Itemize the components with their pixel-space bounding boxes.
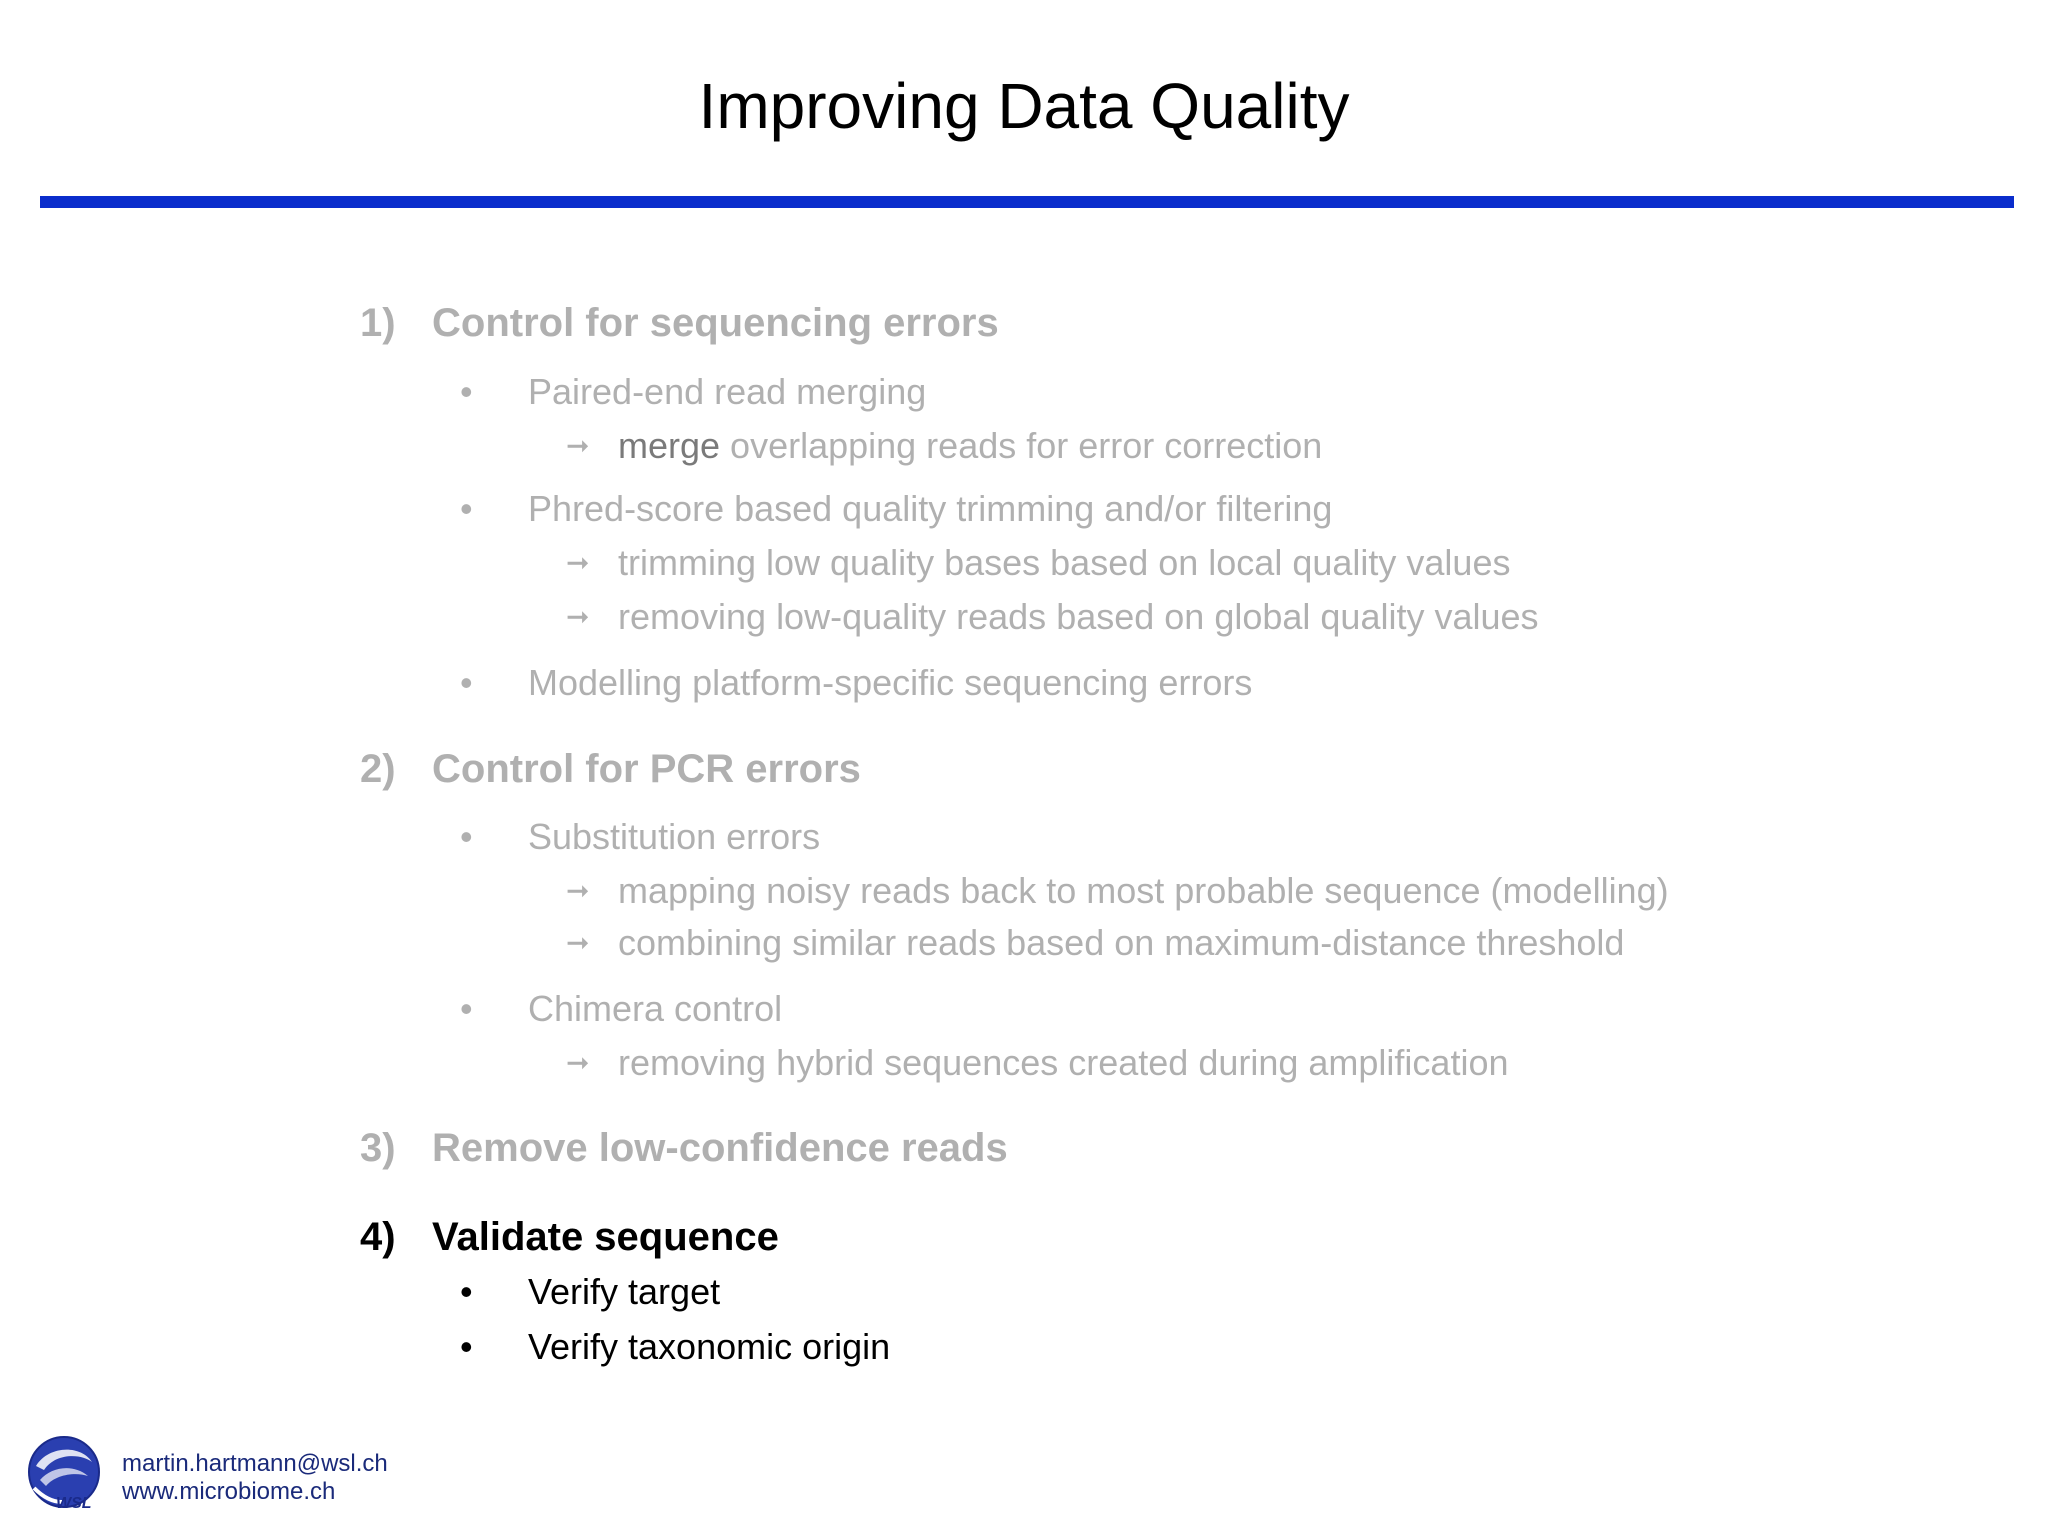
section-number: 3) bbox=[360, 1126, 396, 1170]
bullet-text: Substitution errors bbox=[528, 816, 821, 857]
sub-text: mapping noisy reads back to most probable sequence (modelling) bbox=[618, 870, 1669, 911]
bullet-text: Chimera control bbox=[528, 988, 783, 1029]
arrow-icon: ➞ bbox=[566, 547, 590, 578]
sub-text: removing low-quality reads based on global quality values bbox=[618, 596, 1539, 637]
section-label: Control for PCR errors bbox=[432, 747, 861, 791]
bullet-text: Phred-score based quality trimming and/or filtering bbox=[528, 488, 1333, 529]
section-label: Validate sequence bbox=[432, 1215, 779, 1259]
arrow-icon: ➞ bbox=[566, 601, 590, 632]
sub-text: trimming low quality bases based on local quality values bbox=[618, 542, 1511, 583]
bullet-dot: • bbox=[460, 816, 473, 857]
contact-website[interactable]: www.microbiome.ch bbox=[122, 1478, 336, 1505]
section-number: 2) bbox=[360, 747, 396, 791]
bullet-text: Modelling platform-specific sequencing errors bbox=[528, 662, 1253, 703]
arrow-icon: ➞ bbox=[566, 430, 590, 461]
arrow-icon: ➞ bbox=[566, 875, 590, 906]
emphasized-word: merge bbox=[618, 425, 721, 466]
logo-text: WSL bbox=[56, 1495, 92, 1512]
sub-text: removing hybrid sequences created during amplification bbox=[618, 1042, 1509, 1083]
sub-text: combining similar reads based on maximum-distance threshold bbox=[618, 922, 1625, 963]
contact-email[interactable]: martin.hartmann@wsl.ch bbox=[122, 1450, 388, 1477]
bullet-dot: • bbox=[460, 1271, 473, 1312]
bullet-dot: • bbox=[460, 988, 473, 1029]
bullet-dot: • bbox=[460, 1326, 473, 1367]
footer bbox=[26, 1436, 626, 1516]
contact-info bbox=[122, 1450, 388, 1506]
sub-text-rest: overlapping reads for error correction bbox=[720, 425, 1323, 466]
bullet-text: Verify taxonomic origin bbox=[528, 1326, 891, 1367]
sub-text bbox=[618, 424, 1322, 468]
title-divider bbox=[40, 196, 2014, 208]
bullet-dot: • bbox=[460, 371, 473, 412]
arrow-icon: ➞ bbox=[566, 1047, 590, 1078]
section-number: 4) bbox=[360, 1215, 396, 1259]
bullet-dot: • bbox=[460, 488, 473, 529]
bullet-dot: • bbox=[460, 662, 473, 703]
slide-title: Improving Data Quality bbox=[698, 70, 1350, 142]
bullet-text: Verify target bbox=[528, 1271, 721, 1312]
bullet-text: Paired-end read merging bbox=[528, 371, 927, 412]
section-label: Remove low-confidence reads bbox=[432, 1126, 1008, 1170]
wsl-logo-icon bbox=[26, 1436, 102, 1512]
arrow-icon: ➞ bbox=[566, 927, 590, 958]
section-number: 1) bbox=[360, 301, 396, 345]
section-label: Control for sequencing errors bbox=[432, 301, 999, 345]
